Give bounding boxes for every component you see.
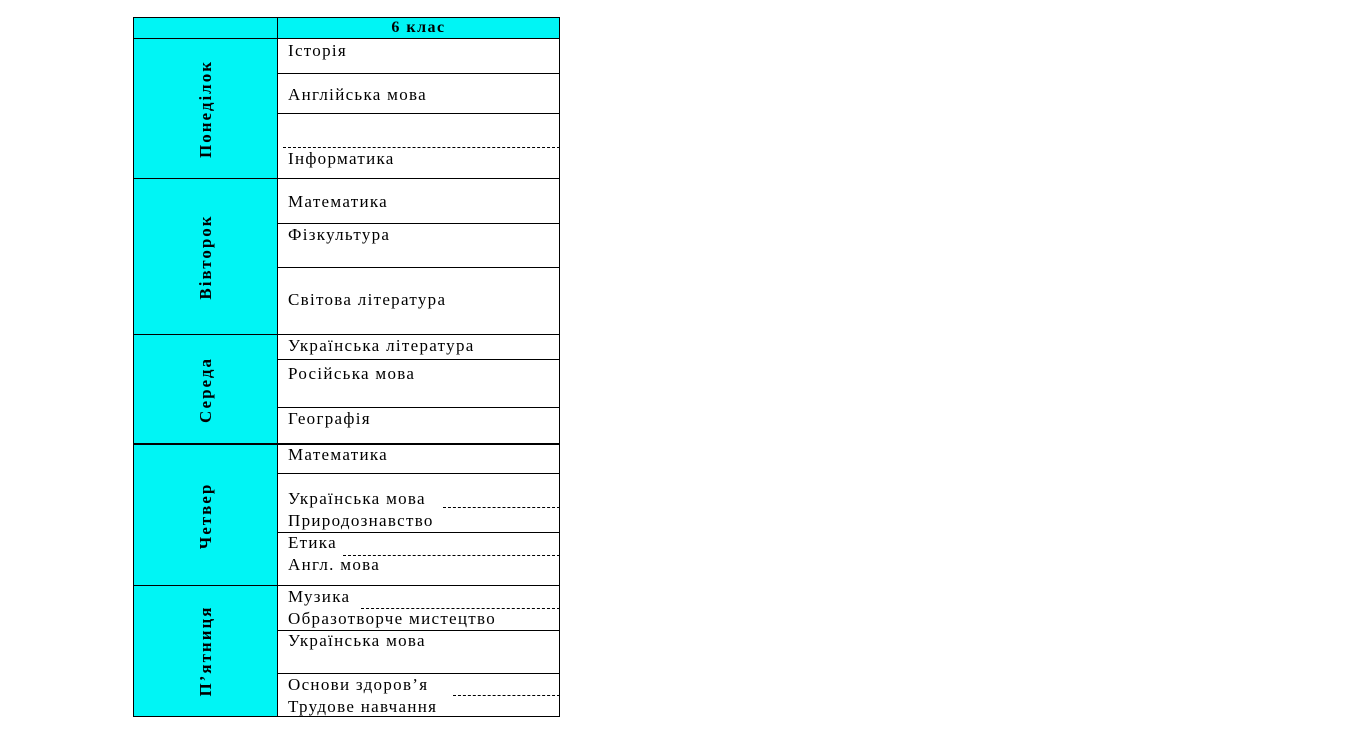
day-label-tuesday: Вівторок	[195, 214, 215, 300]
dashed-divider	[443, 507, 560, 508]
lesson-friday-5: Трудове навчання	[288, 697, 438, 716]
lesson-thursday-3: Природознавство	[288, 511, 434, 530]
lesson-wednesday-3: Географія	[288, 409, 371, 428]
lesson-thursday-4: Етика	[288, 533, 337, 552]
row-divider	[278, 267, 560, 268]
lesson-thursday-1: Математика	[288, 445, 389, 464]
lesson-monday-3: Інформатика	[288, 149, 395, 168]
day-cell-friday	[133, 586, 278, 716]
lesson-friday-4: Основи здоров’я	[288, 675, 429, 694]
lesson-thursday-2: Українська мова	[288, 489, 426, 508]
lesson-tuesday-2: Фізкультура	[288, 225, 391, 244]
table-bottom-border	[133, 716, 560, 717]
day-cell-thursday	[133, 445, 278, 586]
lesson-wednesday-2: Російська мова	[288, 364, 416, 383]
day-label-friday: П’ятниця	[195, 605, 215, 697]
day-label-wednesday: Середа	[195, 356, 215, 423]
day-label-monday: Понеділок	[195, 60, 215, 158]
schedule-table	[133, 17, 560, 717]
day-label-thursday: Четвер	[195, 482, 215, 549]
dashed-divider	[283, 147, 560, 148]
day-cell-monday	[133, 39, 278, 179]
row-divider	[278, 223, 560, 224]
lesson-friday-3: Українська мова	[288, 631, 426, 650]
lesson-friday-2: Образотворче мистецтво	[288, 609, 497, 628]
lesson-friday-1: Музика	[288, 587, 351, 606]
row-divider	[278, 407, 560, 408]
header-corner-cell	[133, 17, 278, 39]
lesson-monday-2: Англійська мова	[288, 85, 427, 104]
row-divider	[278, 359, 560, 360]
day-cell-wednesday	[133, 335, 278, 444]
lesson-tuesday-1: Математика	[288, 192, 389, 211]
row-divider	[278, 73, 560, 74]
row-divider	[278, 473, 560, 474]
day-cell-tuesday	[133, 179, 278, 335]
row-divider	[278, 673, 560, 674]
lesson-thursday-5: Англ. мова	[288, 555, 381, 574]
row-divider	[278, 113, 560, 114]
lesson-tuesday-3: Світова література	[288, 290, 447, 309]
lesson-wednesday-1: Українська література	[288, 336, 475, 355]
lesson-monday-1: Історія	[288, 41, 348, 60]
class-header: 6 клас	[278, 17, 560, 39]
dashed-divider	[453, 695, 560, 696]
